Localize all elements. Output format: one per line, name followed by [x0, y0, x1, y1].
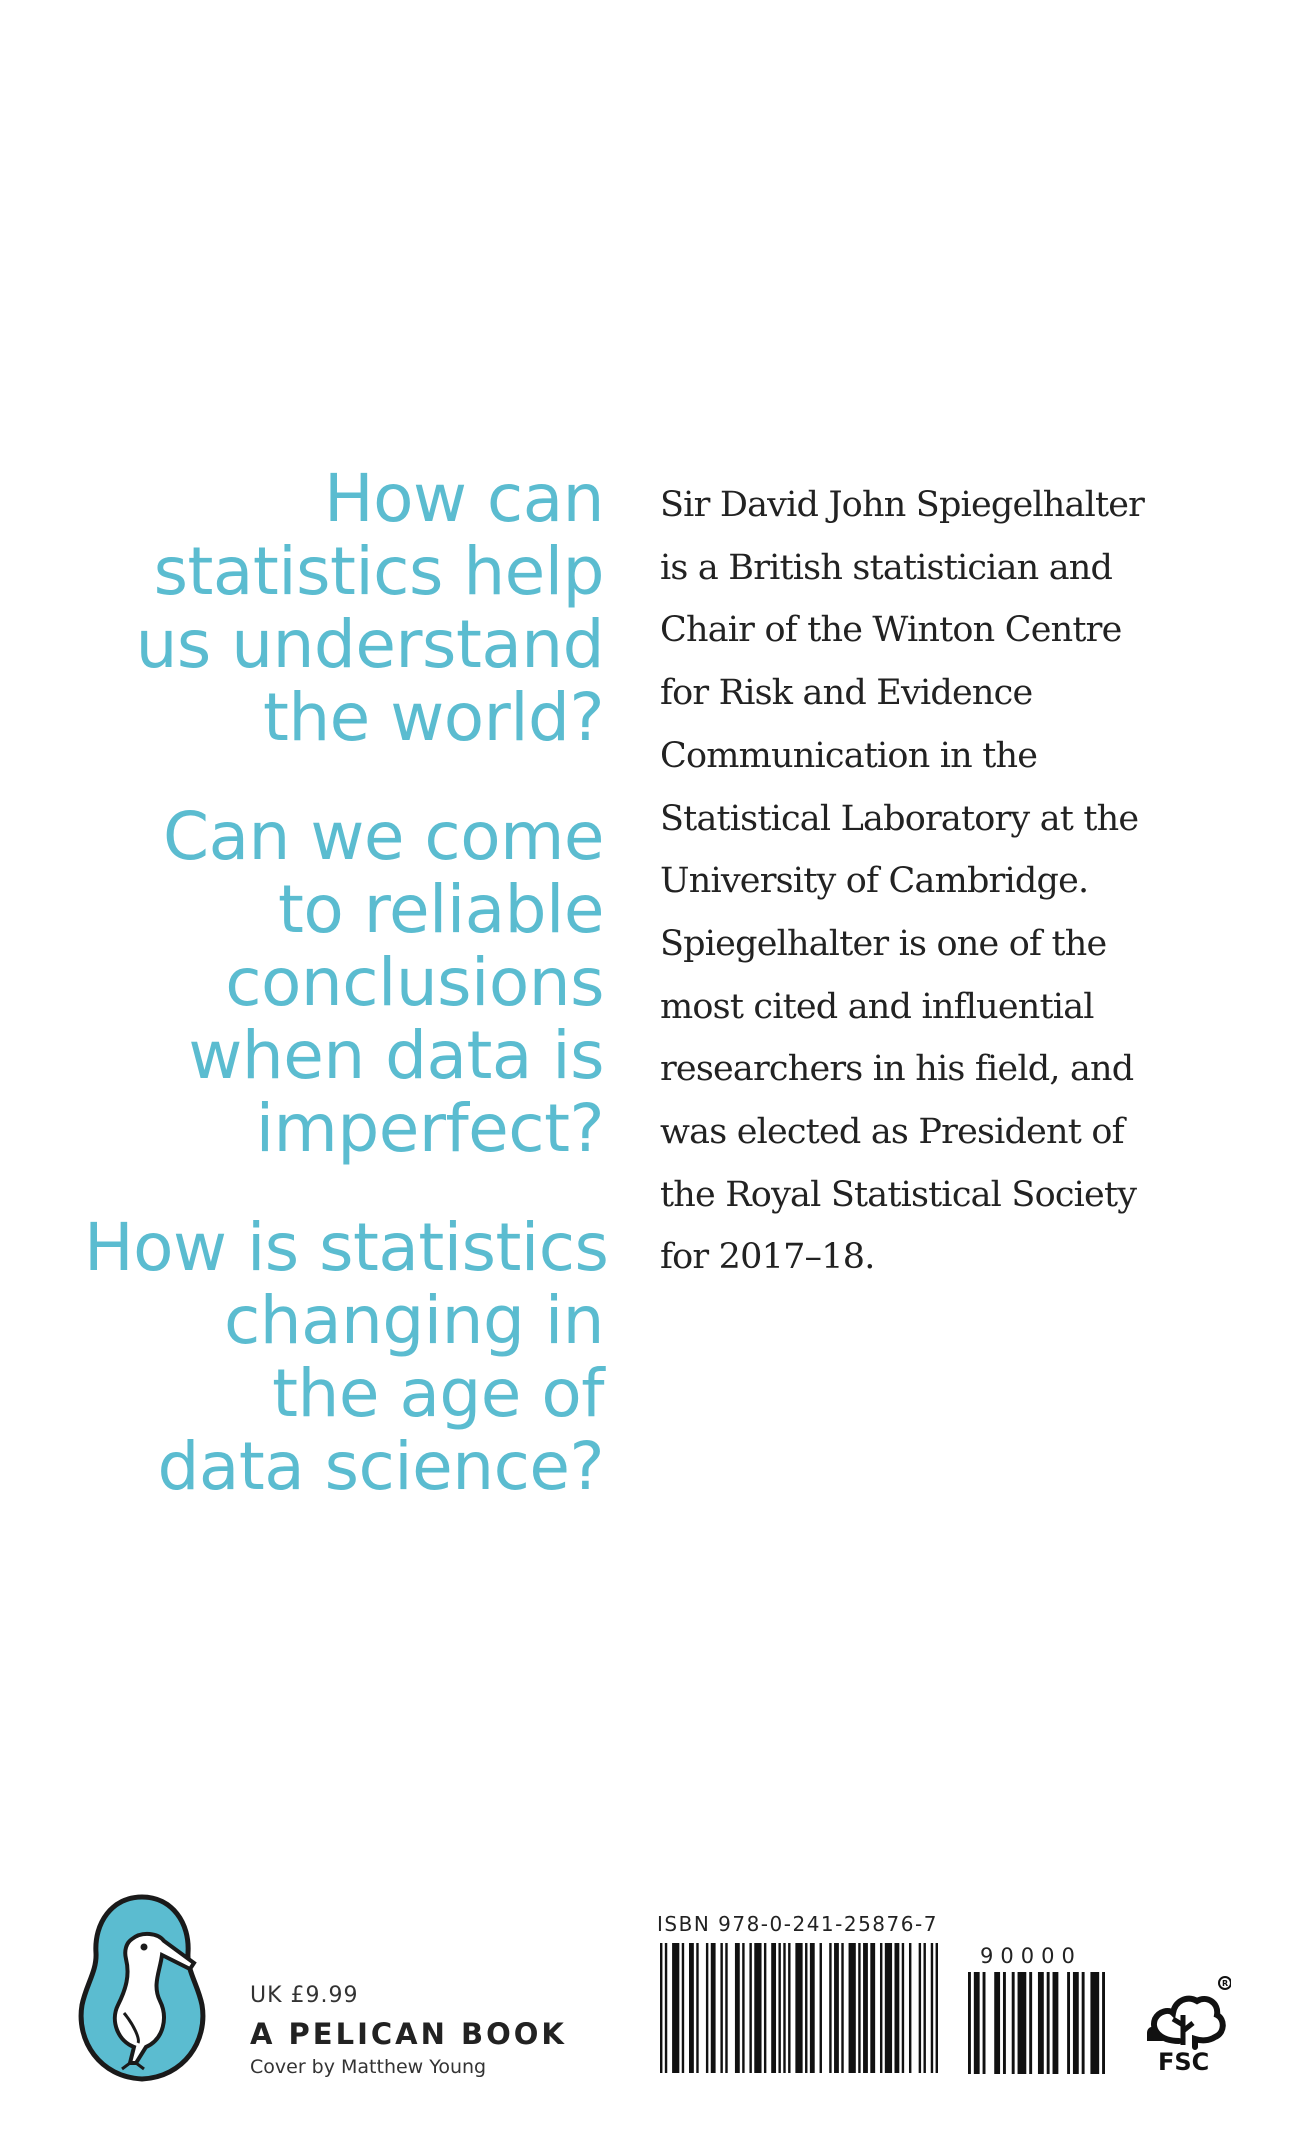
barcode-addon-label: 90000	[980, 1944, 1082, 1968]
question-line: data science?	[157, 1428, 604, 1505]
bio-line: the Royal Statistical Society	[660, 1174, 1137, 1215]
question-line: Can we come	[163, 798, 604, 875]
imprint-label: A PELICAN BOOK	[250, 2017, 567, 2051]
question-line: us understand	[135, 606, 604, 683]
question-line: How can	[323, 460, 604, 537]
bio-line: for 2017–18.	[660, 1237, 875, 1278]
bio-line: most cited and influential	[660, 986, 1094, 1027]
isbn-label: ISBN 978-0-241-25876-7	[657, 1912, 938, 1936]
question-3	[84, 1209, 609, 1505]
question-1	[84, 462, 604, 754]
question-line: when data is	[188, 1017, 604, 1094]
question-line: to reliable	[278, 871, 604, 948]
question-line: changing in	[224, 1282, 604, 1359]
isbn-barcode	[660, 1943, 938, 2073]
bio-line: Communication in the	[660, 735, 1038, 776]
bio-line: Statistical Laboratory at the	[660, 798, 1139, 839]
bio-line: researchers in his field, and	[660, 1049, 1134, 1090]
question-line: imperfect?	[255, 1090, 604, 1167]
bio-line: for Risk and Evidence	[660, 673, 1033, 714]
addon-barcode	[968, 1972, 1105, 2074]
bio-line: Spiegelhalter is one of the	[660, 923, 1107, 964]
price-label: UK £9.99	[250, 1983, 359, 2008]
pelican-icon	[72, 1893, 212, 2083]
author-bio	[660, 474, 1220, 1289]
question-line: How is statistics	[84, 1209, 609, 1286]
question-line: statistics help	[153, 533, 604, 610]
bio-line: is a British statistician and	[660, 547, 1113, 588]
fsc-label: FSC	[1158, 2048, 1210, 2076]
cover-credit: Cover by Matthew Young	[250, 2056, 487, 2078]
bio-line: Chair of the Winton Centre	[660, 610, 1122, 651]
bio-line: Sir David John Spiegelhalter	[660, 485, 1145, 525]
bio-line: University of Cambridge.	[660, 861, 1089, 902]
cover-questions	[84, 460, 609, 1549]
question-line: the age of	[272, 1355, 604, 1432]
svg-text:R: R	[1222, 1979, 1229, 1988]
bio-line: was elected as President of	[660, 1112, 1124, 1153]
question-2	[84, 800, 604, 1165]
question-line: conclusions	[225, 944, 604, 1021]
question-line: the world?	[262, 679, 604, 756]
